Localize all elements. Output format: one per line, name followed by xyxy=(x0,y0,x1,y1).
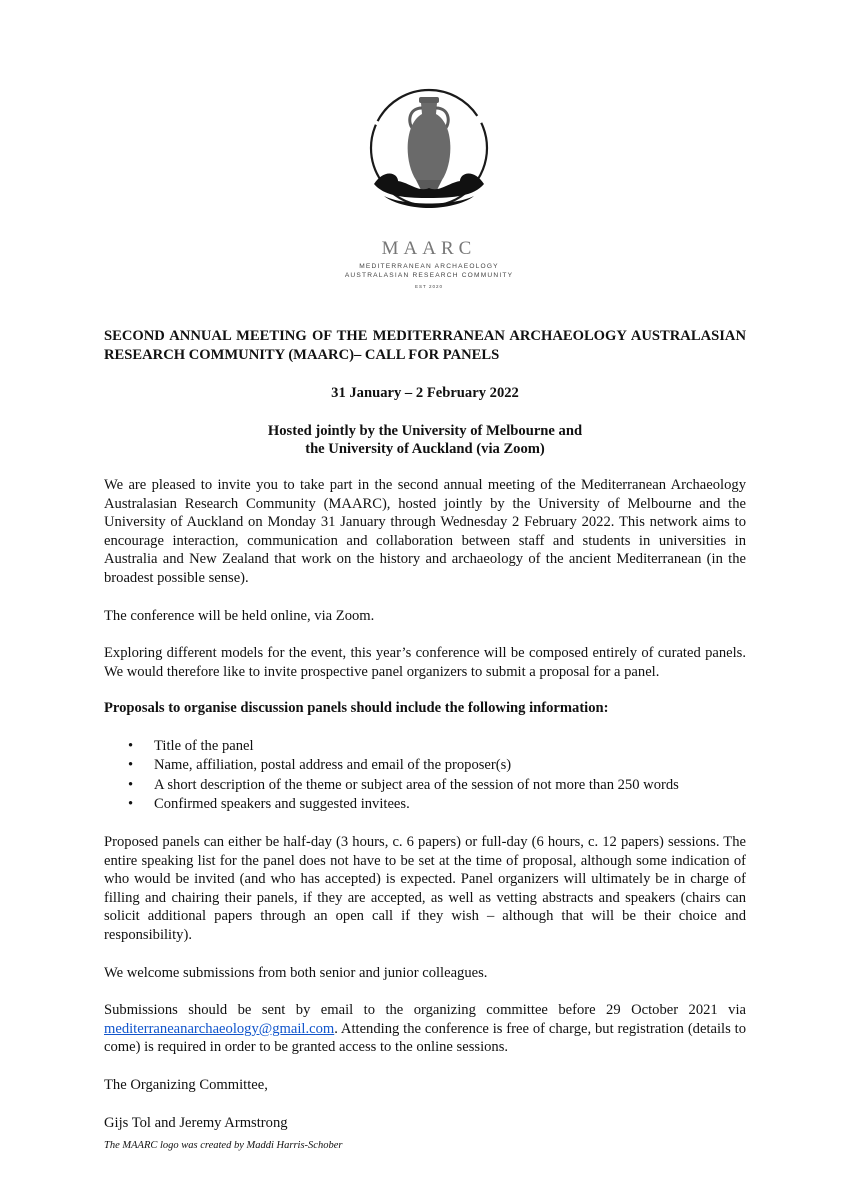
document-body xyxy=(104,327,746,1132)
models-paragraph: Exploring different models for the event, this year’s conference will be composed entirely of curated panels. We would therefore like to invite prospective panel organizers to submit a proposal for a panel. xyxy=(104,645,746,680)
proposals-heading: Proposals to organise discussion panels should include the following information: xyxy=(104,700,609,717)
hosted-line-1: Hosted jointly by the University of Melbourne and xyxy=(267,422,583,439)
list-item: • Title of the panel xyxy=(104,737,746,756)
amphora-icon xyxy=(408,97,451,192)
intro-paragraph: We are pleased to invite you to take part in the second annual meeting of the Mediterranean Archaeology Australasian Research Community (MAARC), hosted jointly by the University of Melbourne and the University of Auckland on Monday 31 January through Wednesday 2 February 2022. This network aims to encourage interaction, communication and collaboration between staff and students in universities in Australia and New Zealand that work on the history and archaeology of the ancient Mediterranean (in the broadest possible sense). xyxy=(104,476,746,586)
amphora-logo-graphic xyxy=(324,84,534,314)
list-item: • A short description of the theme or subject area of the session of not more than 250 words xyxy=(104,776,746,795)
committee-line: The Organizing Committee, xyxy=(104,1077,268,1094)
hosted-line-2: the University of Auckland (via Zoom) xyxy=(305,441,545,458)
welcome-paragraph: We welcome submissions from both senior and junior colleagues. xyxy=(104,964,488,981)
list-item: • Confirmed speakers and suggested invitees. xyxy=(104,795,746,814)
email-link[interactable]: mediterraneanarchaeology@gmail.com xyxy=(104,1020,335,1037)
event-dates: 31 January – 2 February 2022 xyxy=(331,385,519,402)
footer-note: The MAARC logo was created by Maddi Harris-Schober xyxy=(104,1140,343,1151)
submissions-paragraph xyxy=(104,1001,746,1057)
submissions-text-after: . Attending the conference is free of charge, but registration (details to come) is required in order to be granted access to the online sessions. xyxy=(104,1020,746,1056)
submissions-text-before: Submissions should be sent by email to the organizing committee before 29 October 2021 via xyxy=(104,1002,746,1019)
maarc-logo xyxy=(324,84,534,314)
online-paragraph: The conference will be held online, via Zoom. xyxy=(104,607,375,624)
logo-line1: MEDITERRANEAN ARCHAEOLOGY xyxy=(359,263,499,270)
logo-name: MAARC xyxy=(381,238,477,259)
logo-est: EST 2020 xyxy=(415,284,443,289)
requirements-list xyxy=(104,737,746,814)
logo-line2: AUSTRALASIAN RESEARCH COMMUNITY xyxy=(344,272,514,279)
list-item: • Name, affiliation, postal address and email of the proposer(s) xyxy=(104,756,746,775)
panels-paragraph: Proposed panels can either be half-day (3 hours, c. 6 papers) or full-day (6 hours, c. 12 papers) sessions. The entire speaking list for the panel does not have to be set at the time of proposal, although some indication of who would be invited (and who has accepted) is expected. Panel organizers will ultimately be in charge of filling and chairing their panels, if they are accepted, as well as vetting abstracts and speakers (chairs can solicit additional papers through an open call if they wish – although that will be their choice and responsibility). xyxy=(104,834,746,944)
page-title: SECOND ANNUAL MEETING OF THE MEDITERRANEAN ARCHAEOLOGY AUSTRALASIAN RESEARCH COMMUNITY (MAARC)– CALL FOR PANELS xyxy=(104,328,746,363)
signatories: Gijs Tol and Jeremy Armstrong xyxy=(104,1114,288,1131)
hosted-by xyxy=(104,422,746,459)
